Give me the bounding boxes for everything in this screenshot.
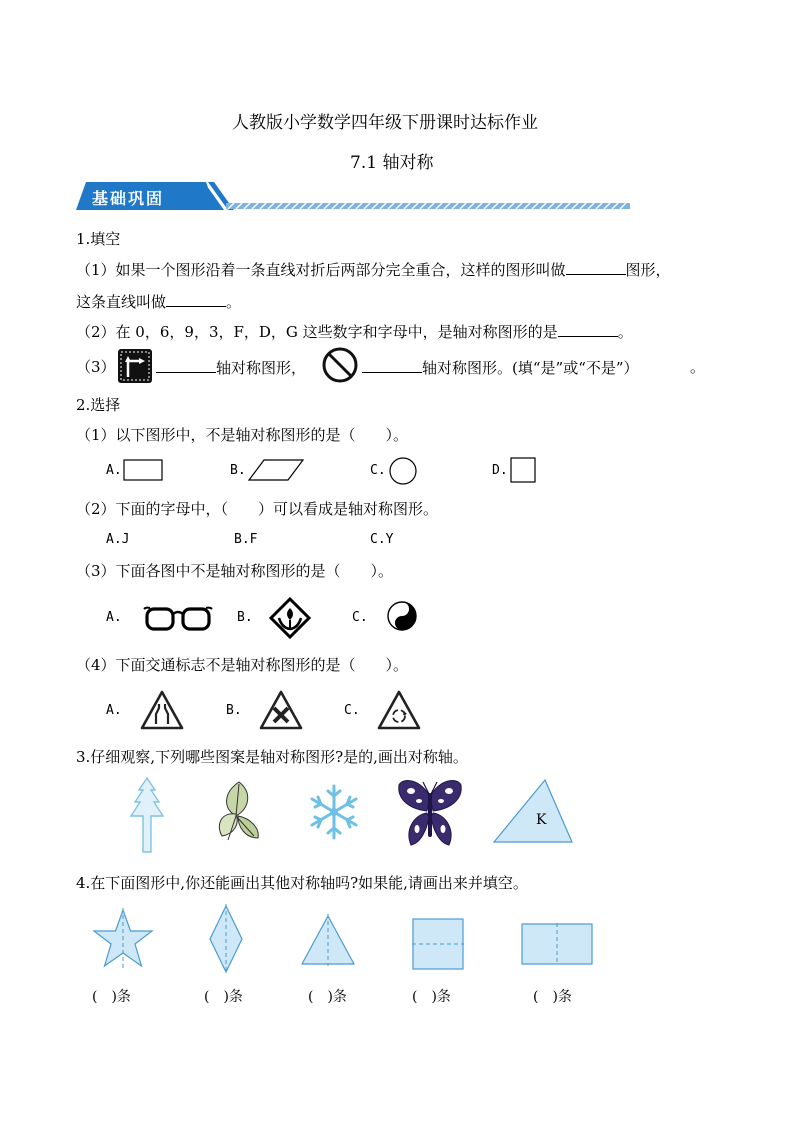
rectangle-shape-q4: [521, 923, 593, 965]
yin-yang-icon: [387, 601, 417, 631]
square-shape: [510, 457, 536, 483]
q1-p1-line2: [76, 292, 241, 311]
narrow-road-sign-icon: [140, 690, 184, 730]
q1-p1-line2-text-a: 这条直线叫做: [76, 293, 167, 311]
butterfly-icon: [397, 777, 463, 849]
q4-caption-star[interactable]: ( )条: [92, 989, 131, 1005]
q4-caption-rectangle[interactable]: ( )条: [533, 989, 572, 1005]
leaves-icon: [214, 778, 264, 844]
q2-s3-opt-b[interactable]: B.: [237, 610, 253, 625]
q1-p3-part1: [156, 358, 306, 377]
q2-s1-opt-c[interactable]: C.: [370, 463, 386, 478]
crossroads-sign-icon: [259, 690, 303, 730]
q2-s4: （4）下面交通标志不是轴对称图形的是（ ）。: [76, 656, 409, 674]
q2-s2-opt-b[interactable]: B.F: [234, 532, 258, 547]
q2-s3-opt-c[interactable]: C.: [352, 610, 368, 625]
q1-p1-text-b: 图形，: [625, 261, 671, 279]
hands-plant-logo-icon: [270, 598, 310, 638]
rhombus-shape: [208, 904, 244, 974]
q1-p1-line1: [76, 260, 671, 279]
q4-caption-rhombus[interactable]: ( )条: [204, 989, 243, 1005]
q2-s2: （2）下面的字母中，（ ）可以看成是轴对称图形。: [76, 500, 439, 518]
q1-p1-text-a: （1）如果一个图形沿着一条直线对折后两部分完全重合，这样的图形叫做: [76, 261, 566, 279]
q1-p3-part2: [362, 358, 639, 377]
parallelogram-shape: [248, 459, 304, 481]
q1-p2: [76, 322, 633, 341]
q1-p3-label: （3）: [76, 358, 116, 376]
q2-s2-opt-c[interactable]: C.Y: [370, 532, 394, 547]
page-subtitle: 7.1 轴对称: [350, 153, 434, 173]
roundabout-sign-icon: [377, 690, 421, 730]
no-entry-sign-icon: [322, 347, 358, 383]
square-shape-q4: [412, 918, 464, 970]
star-shape: [91, 908, 155, 970]
q1-p3-text-b: 轴对称图形，: [216, 359, 307, 377]
q2-s3-opt-a[interactable]: A.: [106, 610, 122, 625]
q2-s1-opt-d[interactable]: D.: [492, 463, 508, 478]
q1-p1-blank-1[interactable]: [566, 260, 626, 275]
q2-s1-opt-a[interactable]: A.: [106, 463, 122, 478]
q2-heading: 2.选择: [76, 396, 121, 414]
section-banner-label: 基础巩固: [92, 189, 165, 208]
rectangle-shape: [123, 459, 163, 481]
q4-heading: 4.在下面图形中,你还能画出其他对称轴吗?如果能,请画出来并填空。: [76, 874, 528, 892]
q2-s1: （1）以下图形中，不是轴对称图形的是（ ）。: [76, 426, 409, 444]
q1-p3-text-c: 轴对称图形。(填“是”或“不是”）: [422, 359, 639, 377]
snowflake-icon: [309, 784, 359, 840]
q2-s3: （3）下面各图中不是轴对称图形的是（ ）。: [76, 562, 394, 580]
triangle-shape: [300, 914, 356, 966]
q1-p3-blank-1[interactable]: [156, 358, 216, 373]
q2-s2-opt-a[interactable]: A.J: [106, 532, 130, 547]
q1-p2-text-a: （2）在 0，6，9，3，F，D，G 这些数字和字母中，是轴对称图形的是: [76, 323, 558, 341]
q1-p1-line2-text-b: 。: [226, 293, 242, 311]
turn-sign-icon: [118, 349, 152, 383]
q2-s4-opt-b[interactable]: B.: [226, 703, 242, 718]
q2-s4-opt-c[interactable]: C.: [344, 703, 360, 718]
glasses-icon: [142, 603, 214, 633]
q1-p3-blank-2[interactable]: [362, 358, 422, 373]
q4-caption-square[interactable]: ( )条: [412, 989, 451, 1005]
page-title: 人教版小学数学四年级下册课时达标作业: [232, 113, 538, 133]
tree-arrow-icon: [127, 776, 167, 856]
triangle-k-shape: [492, 778, 574, 844]
q3-heading: 3.仔细观察,下列哪些图案是轴对称图形?是的,画出对称轴。: [76, 748, 468, 766]
q2-s1-opt-b[interactable]: B.: [230, 463, 246, 478]
q1-p2-blank[interactable]: [558, 322, 618, 337]
q1-p3-end: 。: [690, 358, 706, 376]
circle-shape: [389, 457, 417, 485]
q1-p1-blank-2[interactable]: [166, 292, 226, 307]
q1-heading: 1.填空: [76, 230, 121, 248]
q4-caption-triangle[interactable]: ( )条: [308, 989, 347, 1005]
q2-s4-opt-a[interactable]: A.: [106, 703, 122, 718]
q1-p2-text-b: 。: [617, 323, 633, 341]
triangle-letter: K: [536, 812, 547, 828]
